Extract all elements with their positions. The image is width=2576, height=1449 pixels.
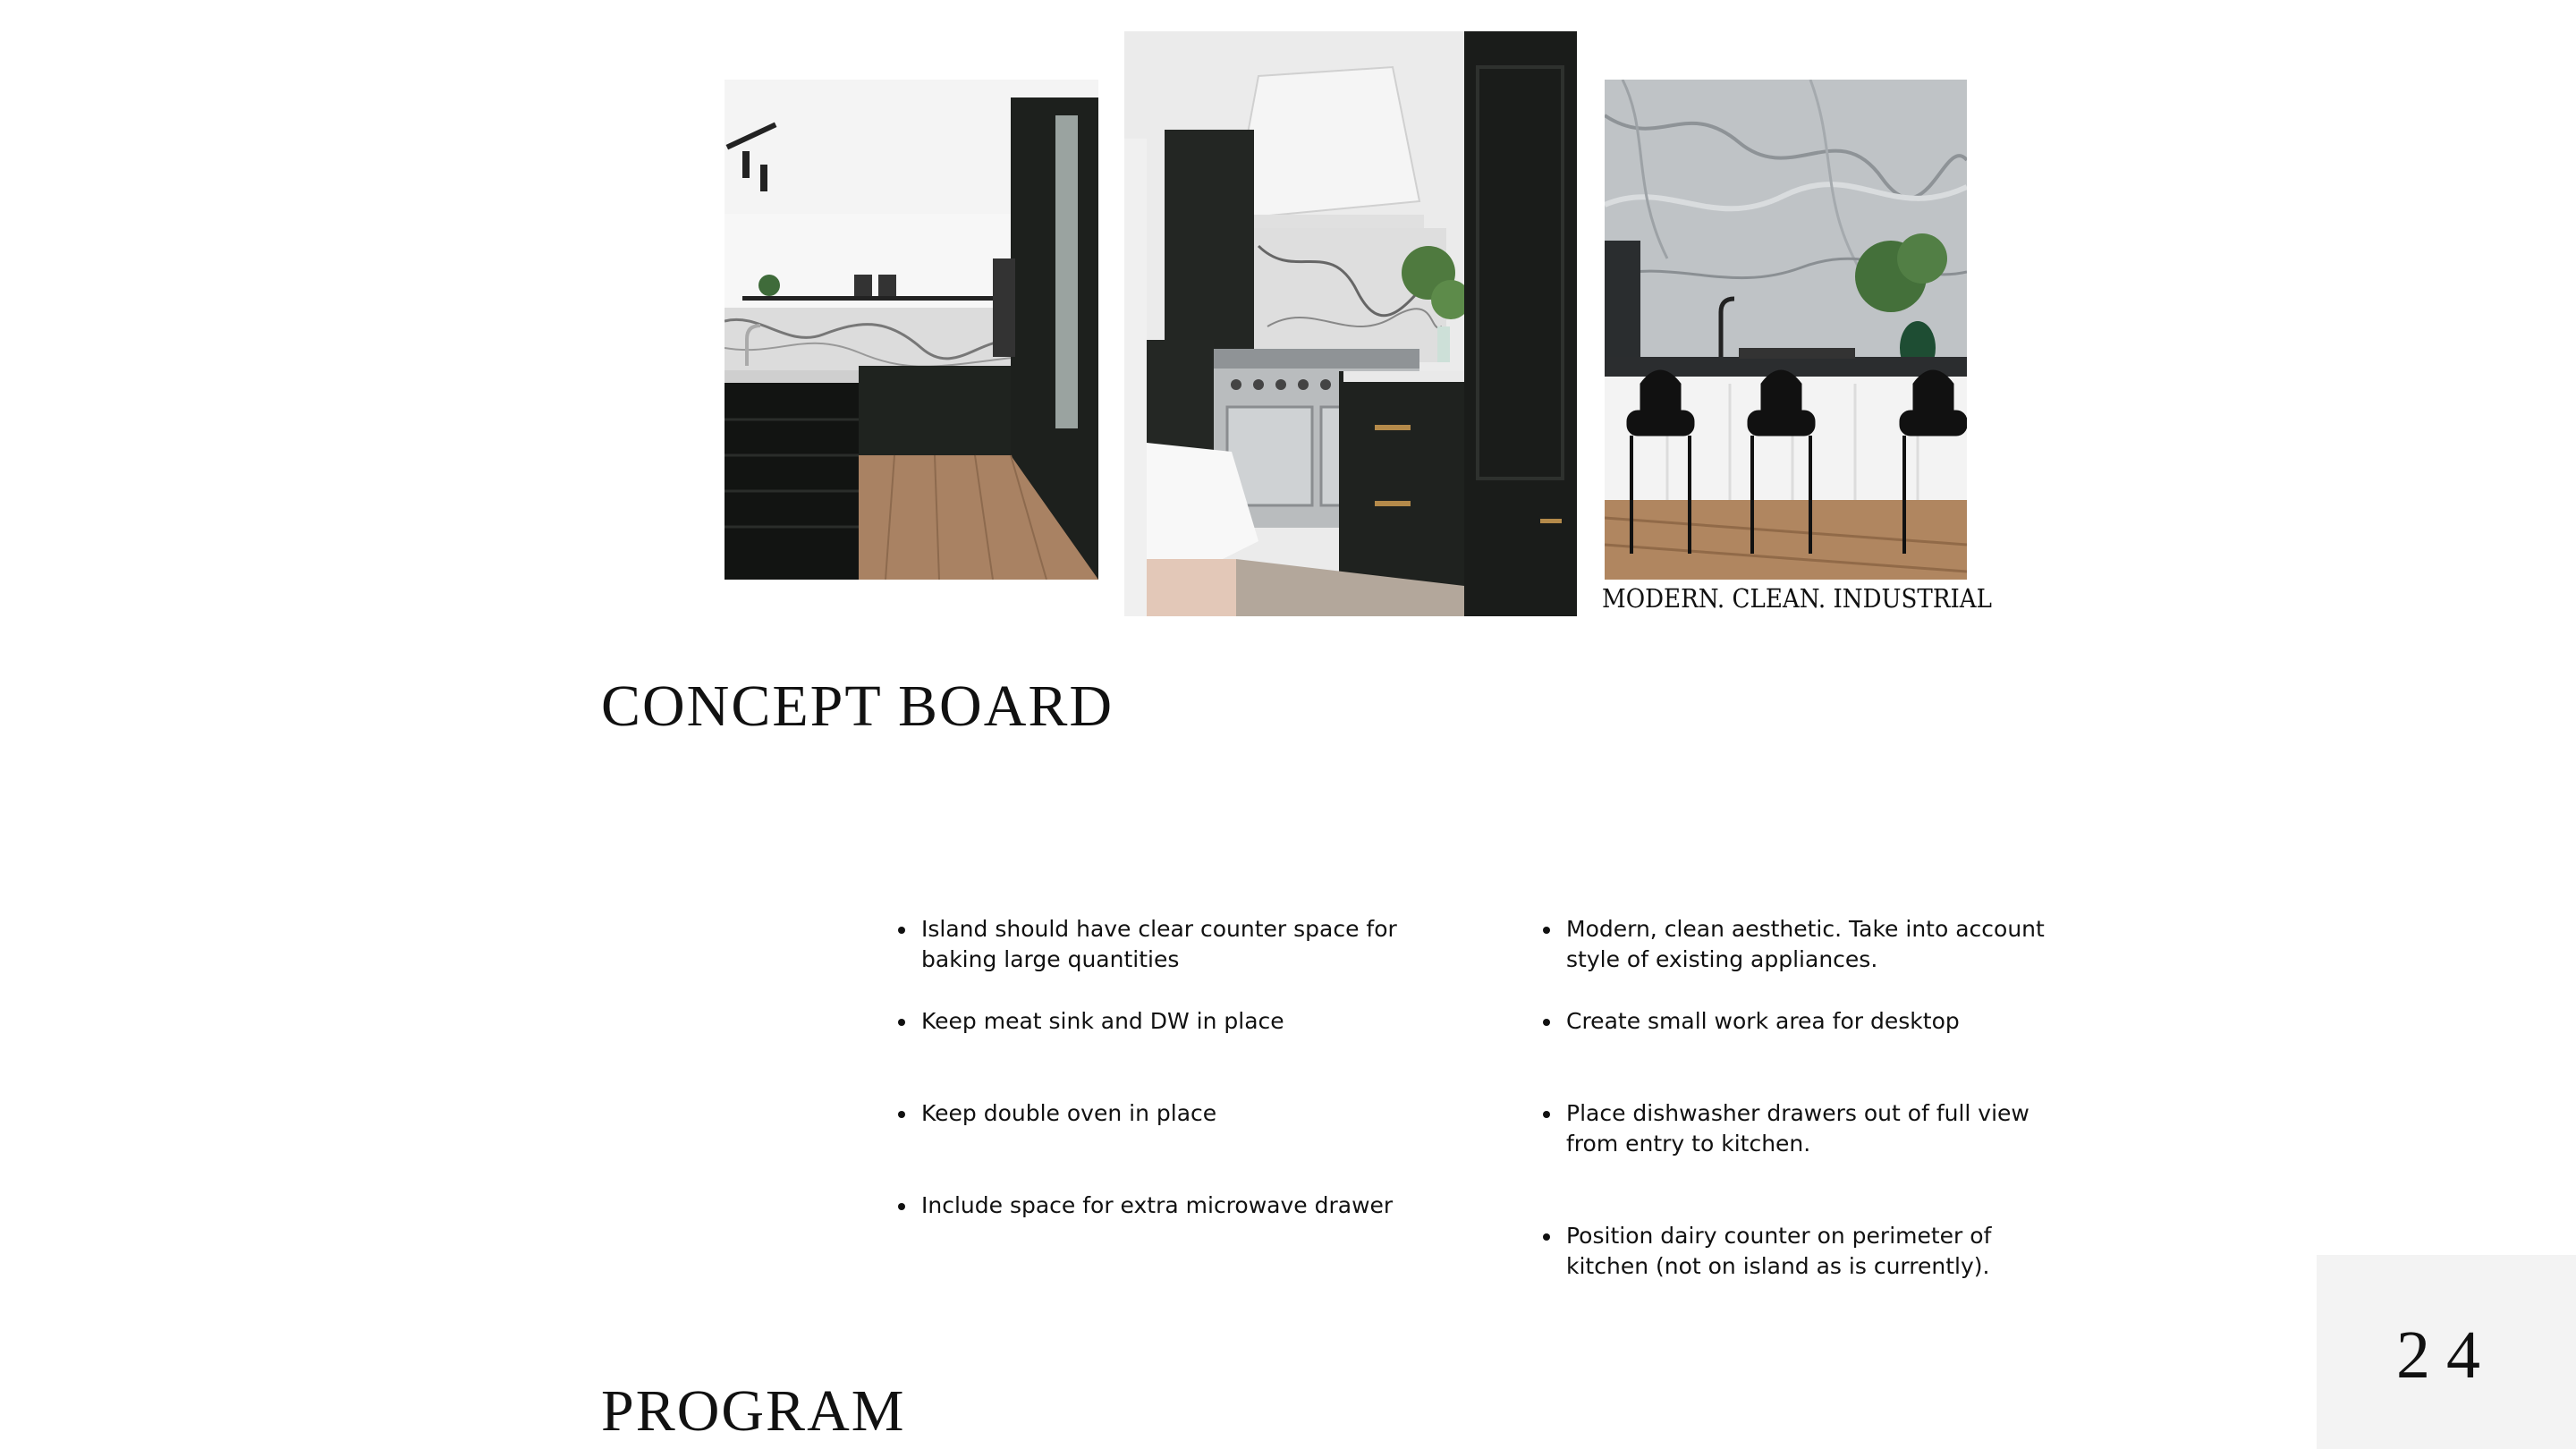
- kitchen-photo-bar-stools: [1605, 80, 1967, 580]
- list-item: Create small work area for desktop: [1543, 1006, 2067, 1037]
- page-number: 24: [2396, 1318, 2496, 1393]
- concept-board-title: CONCEPT BOARD: [601, 674, 1114, 739]
- kitchen-photo-range-hood: [1124, 31, 1577, 616]
- list-item: Keep double oven in place: [898, 1098, 1422, 1129]
- bullet-icon: [898, 927, 905, 934]
- bullet-icon: [898, 1203, 905, 1210]
- kitchen-photo-marble-island: [724, 80, 1098, 580]
- list-item: Island should have clear counter space for baking large quantities: [898, 914, 1422, 975]
- bullet-icon: [898, 1019, 905, 1026]
- board-caption: MODERN. CLEAN. INDUSTRIAL: [1602, 583, 1992, 614]
- list-item: Include space for extra microwave drawer: [898, 1191, 1422, 1221]
- bullet-icon: [1543, 1233, 1550, 1241]
- bullet-icon: [1543, 927, 1550, 934]
- program-title: PROGRAM: [601, 1378, 906, 1444]
- list-item: Keep meat sink and DW in place: [898, 1006, 1422, 1037]
- bullet-icon: [898, 1111, 905, 1118]
- list-item: Place dishwasher drawers out of full view from entry to kitchen.: [1543, 1098, 2067, 1159]
- list-item: Modern, clean aesthetic. Take into account style of existing appliances.: [1543, 914, 2067, 975]
- bullet-icon: [1543, 1111, 1550, 1118]
- page-number-box: [2317, 1255, 2576, 1449]
- list-item: Position dairy counter on perimeter of kitchen (not on island as is currently).: [1543, 1221, 2067, 1282]
- bullet-icon: [1543, 1019, 1550, 1026]
